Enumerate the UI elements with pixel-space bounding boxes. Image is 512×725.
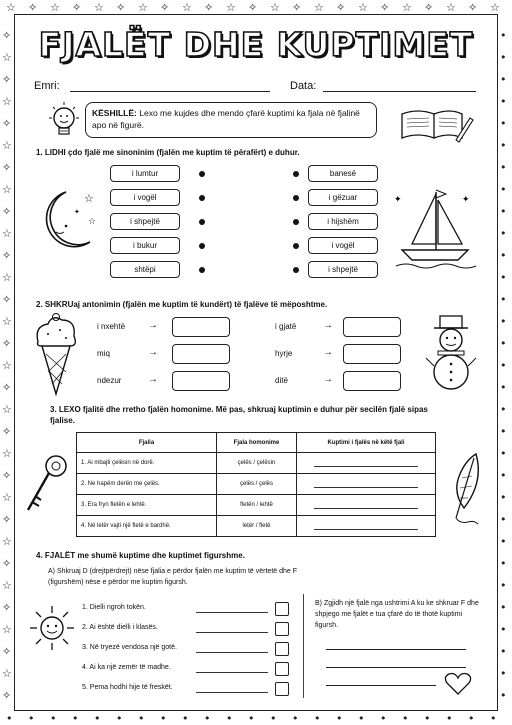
border-star-icon: ✧ [2,689,12,702]
homonym-table [76,432,436,537]
border-star-icon: • [160,712,167,725]
homonym-words-cell[interactable]: çelës / çelës [217,474,297,495]
meaning-answer-line[interactable] [314,459,418,467]
border-star-icon: ✧ [292,1,302,14]
match-dot-left[interactable] [199,171,205,177]
border-star-icon: • [500,645,507,658]
name-label: Emri: [34,80,60,92]
border-star-icon: ☆ [182,1,192,14]
border-star-icon: ✧ [380,1,390,14]
border-star-icon: ☆ [2,315,12,328]
figurative-sentence: 1. Dielli ngroh tokën. [82,604,146,611]
meaning-answer-cell[interactable] [297,495,436,516]
match-dot-left[interactable] [199,243,205,249]
border-star-icon: ✧ [336,1,346,14]
snowman-icon [424,314,478,392]
border-star-icon: • [292,712,299,725]
border-star-icon: • [138,712,145,725]
border-star-icon: • [500,491,507,504]
border-star-icon: • [500,249,507,262]
border-star-icon: • [182,712,189,725]
book-pencil-icon [398,104,474,144]
synonym-left-word: i shpejtë [110,213,180,230]
border-star-icon: • [500,579,507,592]
border-star-icon: • [500,73,507,86]
border-star-icon: ☆ [6,1,16,14]
meaning-answer-line[interactable] [314,522,418,530]
border-star-icon: ☆ [2,403,12,416]
synonym-left-word: shtëpi [110,261,180,278]
border-star-icon: • [500,425,507,438]
border-star-icon: • [314,712,321,725]
arrow-icon: → [148,347,158,358]
border-star-icon: ☆ [2,579,12,592]
border-star-icon: ☆ [314,1,324,14]
border-star-icon: • [402,712,409,725]
border-star-icon: ✧ [72,1,82,14]
border-star-icon: ✧ [2,249,12,262]
border-star-icon: • [248,712,255,725]
border-star-icon: ✧ [2,557,12,570]
sun-icon [28,604,76,652]
table-row [77,516,436,537]
sentence-answer-line[interactable] [196,632,268,633]
border-star-icon: • [500,447,507,460]
border-star-icon: • [336,712,343,725]
table-row [77,495,436,516]
name-field[interactable] [70,91,270,92]
meaning-answer-line[interactable] [314,501,418,509]
antonym-answer-box[interactable] [343,317,401,337]
part-b-answer-line-3[interactable] [326,685,436,686]
svg-text:✦: ✦ [394,195,402,205]
border-star-icon: ✧ [2,117,12,130]
border-star-icon: • [116,712,123,725]
border-star-icon: ✧ [28,1,38,14]
column-header-sentence: Fjalia [77,433,217,453]
match-dot-right[interactable] [293,243,299,249]
antonym-answer-box[interactable] [172,317,230,337]
sentence-cell: 1. Ai mbajti çelësin në dorë. [77,453,217,474]
svg-text:✦: ✦ [462,195,470,205]
border-star-icon: • [226,712,233,725]
border-star-icon: • [446,712,453,725]
sentence-answer-line[interactable] [196,672,268,673]
feather-quill-icon [446,452,484,530]
border-star-icon: ☆ [2,623,12,636]
moon-stars-icon [32,184,104,264]
sailboat-icon [392,186,478,274]
sentence-answer-line[interactable] [196,692,268,693]
border-star-icon: • [500,29,507,42]
border-star-icon: • [500,689,507,702]
arrow-icon: → [323,320,333,331]
synonym-right-word: i shpejtë [308,261,378,278]
border-star-icon: • [500,557,507,570]
border-star-icon: ✧ [116,1,126,14]
border-star-icon: ✧ [2,513,12,526]
section3-heading: 3. LEXO fjalitë dhe rretho fjalën homonime. Më pas, shkruaj kuptimin e duhur për secilën fjalë sipas fjalise. [50,405,428,425]
date-label: Data: [290,80,317,92]
border-star-icon: • [358,712,365,725]
border-star-icon: • [500,117,507,130]
arrow-icon: → [148,374,158,385]
figurative-sentence: 2. Ai është dielli i klasës. [82,624,158,631]
border-star-icon: • [500,161,507,174]
border-star-icon: ☆ [226,1,236,14]
table-row [77,474,436,495]
border-star-icon: ✧ [160,1,170,14]
meaning-answer-cell[interactable] [297,453,436,474]
figurative-sentence: 3. Në tryezë vendosa një gotë. [82,644,177,651]
border-star-icon: ✧ [2,381,12,394]
border-star-icon: ✧ [2,161,12,174]
df-answer-box[interactable] [275,602,289,616]
border-star-icon: ☆ [2,447,12,460]
section4-part-a-instructions [48,566,310,588]
border-star-icon: ✧ [204,1,214,14]
synonym-left-word: i lumtur [110,165,180,182]
border-star-icon: ☆ [2,667,12,680]
lightbulb-icon [44,100,84,142]
tip-box [85,102,377,138]
antonym-word-right: hyrje [275,349,293,358]
synonym-left-word: i vogël [110,189,180,206]
border-star-icon: ☆ [490,1,500,14]
border-star-icon: ✧ [2,337,12,350]
border-star-icon: • [380,712,387,725]
synonym-right-word: i hijshëm [308,213,378,230]
section4-heading: 4. FJALËT me shumë kuptime dhe kuptimet figurshme. [36,551,245,560]
border-star-icon: • [468,712,475,725]
border-star-icon: • [500,381,507,394]
border-star-icon: ☆ [402,1,412,14]
part-b-text: B) Zgjidh një fjalë nga ushtrimi A ku ke shkruar F dhe shpjego me fjalët e tua çfarë do të thotë kuptimi figursh. [315,600,479,629]
match-dot-right[interactable] [293,219,299,225]
border-star-icon: ☆ [2,51,12,64]
arrow-icon: → [148,320,158,331]
border-star-icon: ✧ [2,29,12,42]
border-star-icon: • [500,227,507,240]
homonym-words-cell[interactable]: letër / fletë [217,516,297,537]
sentence-cell: 3. Era fryn fletën e lehtë. [77,495,217,516]
antonym-word-right: ditë [275,376,288,385]
border-star-icon: ✧ [2,425,12,438]
synonym-left-word: i bukur [110,237,180,254]
border-star-icon: ☆ [2,139,12,152]
tip-text: Lexo me kujdes dhe mendo çfarë kuptimi ka fjala në fjalinë apo në figurë. [92,108,360,130]
border-star-icon: • [500,139,507,152]
border-star-icon: ☆ [2,183,12,196]
border-star-icon: ☆ [270,1,280,14]
page-title: FJALËT DHE KUPTIMET [38,25,474,64]
border-star-icon: ✧ [2,73,12,86]
border-star-icon: • [500,513,507,526]
border-star-icon: • [500,315,507,328]
synonym-right-word: i vogël [308,237,378,254]
meaning-answer-cell[interactable] [297,516,436,537]
border-star-icon: • [500,293,507,306]
key-icon [22,452,72,518]
border-star-icon: ✧ [2,205,12,218]
antonym-answer-box[interactable] [343,371,401,391]
column-header-homonym: Fjala homonime [217,433,297,453]
part-b-answer-line-2[interactable] [326,667,466,668]
border-star-icon: • [500,359,507,372]
svg-text:✦: ✦ [74,208,80,216]
border-star-icon: • [500,205,507,218]
arrow-icon: → [323,347,333,358]
figurative-sentence: 4. Ai ka një zemër të madhe. [82,664,171,671]
border-star-icon: • [500,667,507,680]
border-star-icon: ✧ [2,469,12,482]
border-star-icon: ✧ [248,1,258,14]
border-star-icon: ☆ [2,359,12,372]
border-star-icon: • [28,712,35,725]
border-star-icon: ✧ [468,1,478,14]
border-star-icon: • [500,95,507,108]
border-star-icon: • [500,623,507,636]
border-star-icon: ☆ [50,1,60,14]
border-star-icon: • [500,337,507,350]
sentence-cell: 4. Në letër vajti një fletë e bardhë. [77,516,217,537]
df-answer-box[interactable] [275,622,289,636]
synonym-right-word: banesë [308,165,378,182]
border-star-icon: • [500,271,507,284]
table-header-row [77,433,436,453]
border-star-icon: ✧ [2,601,12,614]
antonym-word-right: i gjatë [275,322,297,331]
meaning-answer-line[interactable] [314,480,418,488]
border-star-icon: • [500,403,507,416]
sentence-cell: 2. Ne hapëm derën me çelës. [77,474,217,495]
svg-text:☆: ☆ [84,192,94,205]
section4-divider [303,594,304,698]
border-star-icon: • [500,183,507,196]
synonym-right-word: i gëzuar [308,189,378,206]
match-dot-right[interactable] [293,195,299,201]
section2-heading: 2. SHKRUaj antonimin (fjalën me kuptim të kundërt) të fjalëve të mëposhtme. [36,300,328,309]
border-star-icon: • [500,535,507,548]
border-star-icon: • [500,469,507,482]
border-star-icon: ☆ [94,1,104,14]
part-a-text: A) Shkruaj D (drejtpërdrejt) nëse fjalia e përdor fjalën me kuptim të vërtetë dhe F (figurshëm) nëse e përdor me kuptim figursh. [48,568,298,586]
match-dot-left[interactable] [199,219,205,225]
border-star-icon: • [94,712,101,725]
ice-cream-icon [30,312,82,398]
antonym-word-left: i nxehtë [97,322,126,331]
antonym-word-left: ndezur [97,376,122,385]
sentence-answer-line[interactable] [196,652,268,653]
antonym-answer-box[interactable] [343,344,401,364]
border-star-icon: ✧ [2,293,12,306]
arrow-icon: → [323,374,333,385]
match-dot-right[interactable] [293,267,299,273]
border-star-icon: • [72,712,79,725]
date-field[interactable] [323,91,476,92]
border-star-icon: ☆ [2,491,12,504]
df-answer-box[interactable] [275,682,289,696]
part-b-answer-line-1[interactable] [326,649,466,650]
column-header-meaning: Kuptimi i fjalës në këtë fjali [297,433,436,453]
border-star-icon: ☆ [2,271,12,284]
df-answer-box[interactable] [275,662,289,676]
antonym-answer-box[interactable] [172,371,230,391]
border-star-icon: • [204,712,211,725]
figurative-sentence: 5. Pema hodhi hije të freskët. [82,684,173,691]
df-answer-box[interactable] [275,642,289,656]
border-star-icon: • [500,51,507,64]
antonym-answer-box[interactable] [172,344,230,364]
border-star-icon: • [270,712,277,725]
antonym-word-left: miq [97,349,110,358]
heart-icon [444,672,472,696]
border-star-icon: ✧ [424,1,434,14]
tip-label: KËSHILLË: [92,108,137,118]
border-star-icon: • [6,712,13,725]
border-star-icon: ☆ [2,535,12,548]
border-star-icon: ✧ [2,645,12,658]
section1-heading: 1. LIDHI çdo fjalë me sinoninim (fjalën me kuptim të përafërt) e duhur. [36,148,300,157]
border-star-icon: ☆ [446,1,456,14]
meaning-answer-cell[interactable] [297,474,436,495]
homonym-words-cell[interactable]: çelës / çelësin [217,453,297,474]
border-star-icon: ☆ [2,227,12,240]
border-star-icon: ☆ [358,1,368,14]
border-star-icon: ☆ [2,95,12,108]
border-star-icon: • [490,712,497,725]
border-star-icon: ☆ [138,1,148,14]
homonym-words-cell[interactable]: fletën / lehtë [217,495,297,516]
border-star-icon: • [500,601,507,614]
table-row [77,453,436,474]
match-dot-left[interactable] [199,267,205,273]
match-dot-right[interactable] [293,171,299,177]
svg-text:☆: ☆ [88,217,97,227]
border-star-icon: • [424,712,431,725]
border-star-icon: • [50,712,57,725]
match-dot-left[interactable] [199,195,205,201]
sentence-answer-line[interactable] [196,612,268,613]
